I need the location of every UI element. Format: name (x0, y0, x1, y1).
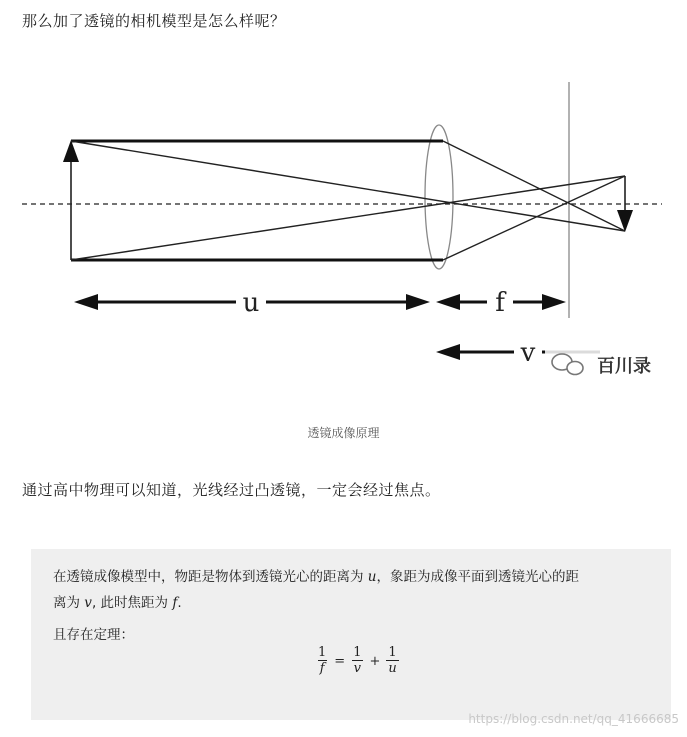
definition-line-1: 在透镜成像模型中，物距是物体到透镜光心的距离为 u，象距为成像平面到透镜光心的距 (53, 569, 579, 585)
fraction-1-over-f: $\frac{1}{f}$ (318, 645, 327, 676)
label-v: v (520, 338, 536, 368)
lens-formula (313, 645, 402, 677)
math-var-f: f (172, 595, 178, 611)
label-u: u (242, 288, 260, 318)
brand-name: 百川录 (597, 356, 651, 377)
convex-lens (425, 125, 453, 269)
definition-line-2: 离为 v, 此时焦距为 f. (53, 595, 182, 611)
watermark: https://blog.csdn.net/qq_41666685 (468, 712, 679, 726)
figure-caption: 透镜成像原理 (307, 426, 380, 440)
fraction-1-over-u: $\frac{1}{u}$ (388, 645, 397, 676)
plus-sign: + (369, 653, 381, 669)
math-var-v: v (84, 595, 92, 611)
label-f: f (495, 288, 505, 318)
lens-imaging-diagram (0, 70, 687, 420)
paragraph: 通过高中物理可以知道，光线经过凸透镜，一定会经过焦点。 (22, 481, 441, 499)
math-var-u: u (367, 569, 377, 585)
section-question: 那么加了透镜的相机模型是怎么样呢？ (22, 12, 286, 30)
theorem-label: 且存在定理： (53, 627, 134, 643)
object-arrowhead (63, 140, 79, 162)
equals-sign: = (334, 653, 346, 669)
fraction-1-over-v: $\frac{1}{v}$ (353, 645, 362, 676)
